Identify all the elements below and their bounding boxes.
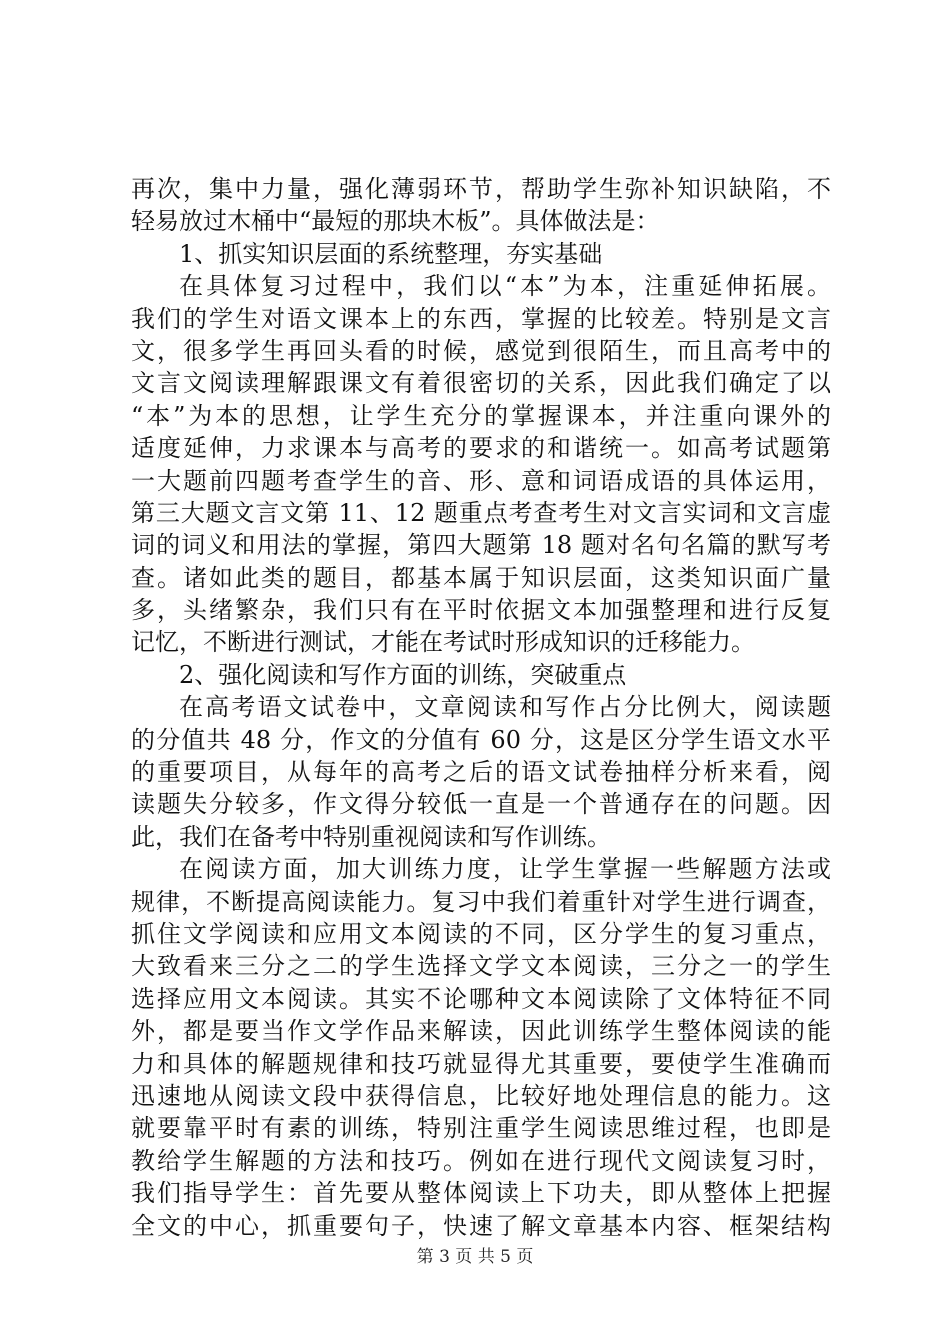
text-line: 迅速地从阅读文段中获得信息，比较好地处理信息的能力。这	[131, 1081, 831, 1110]
text-line: “本”为本的思想，让学生充分的掌握课本，并注重向课外的	[131, 401, 831, 430]
text-line: 第三大题文言文第 11、12 题重点考查考生对文言实词和文言虚	[131, 498, 831, 527]
body-text	[131, 173, 831, 1242]
text-line: 抓住文学阅读和应用文本阅读的不同，区分学生的复习重点，	[131, 919, 831, 948]
text-line: 就要靠平时有素的训练，特别注重学生阅读思维过程，也即是	[131, 1114, 831, 1143]
text-line: 文，很多学生再回头看的时候，感觉到很陌生，而且高考中的	[131, 336, 831, 365]
text-line: 查。诸如此类的题目，都基本属于知识层面，这类知识面广量	[131, 563, 831, 592]
text-line: 记忆，不断进行测试，才能在考试时形成知识的迁移能力。	[131, 628, 755, 657]
text-line: 在阅读方面，加大训练力度，让学生掌握一些解题方法或	[179, 855, 831, 884]
text-line: 轻易放过木桶中“最短的那块木板”。具体做法是：	[131, 207, 660, 236]
text-line: 在具体复习过程中，我们以“本”为本，注重延伸拓展。	[179, 272, 831, 301]
text-line: 力和具体的解题规律和技巧就显得尤其重要，要使学生准确而	[131, 1049, 831, 1078]
text-line: 读题失分较多，作文得分较低一直是一个普通存在的问题。因	[131, 790, 831, 819]
page-number-footer: 第 3 页 共 5 页	[416, 1247, 534, 1267]
text-line: 我们的学生对语文课本上的东西，掌握的比较差。特别是文言	[131, 304, 831, 333]
text-line: 教给学生解题的方法和技巧。例如在进行现代文阅读复习时，	[131, 1146, 831, 1175]
text-line: 的重要项目，从每年的高考之后的语文试卷抽样分析来看，阅	[131, 758, 831, 787]
text-line: 再次，集中力量，强化薄弱环节，帮助学生弥补知识缺陷，不	[131, 175, 831, 203]
text-line: 词的词义和用法的掌握，第四大题第 18 题对名句名篇的默写考	[131, 531, 831, 560]
text-line: 外，都是要当作文学作品来解读，因此训练学生整体阅读的能	[131, 1017, 831, 1046]
text-line: 全文的中心，抓重要句子，快速了解文章基本内容、框架结构	[131, 1211, 831, 1240]
text-line: 适度延伸，力求课本与高考的要求的和谐统一。如高考试题第	[131, 434, 831, 463]
text-line: 规律，不断提高阅读能力。复习中我们着重针对学生进行调查，	[131, 887, 831, 916]
text-line: 的分值共 48 分，作文的分值有 60 分，这是区分学生语文水平	[131, 725, 831, 754]
text-line: 一大题前四题考查学生的音、形、意和词语成语的具体运用，	[131, 466, 831, 495]
text-line: 1、抓实知识层面的系统整理，夯实基础	[179, 239, 603, 268]
text-line: 文言文阅读理解跟课文有着很密切的关系，因此我们确定了以	[131, 369, 831, 398]
text-line: 我们指导学生：首先要从整体阅读上下功夫，即从整体上把握	[131, 1179, 831, 1208]
text-line: 大致看来三分之二的学生选择文学文本阅读，三分之一的学生	[131, 952, 831, 981]
text-line: 此，我们在备考中特别重视阅读和写作训练。	[131, 822, 611, 851]
text-line: 在高考语文试卷中，文章阅读和写作占分比例大，阅读题	[179, 693, 831, 722]
text-line: 2、强化阅读和写作方面的训练，突破重点	[179, 660, 627, 689]
text-line: 多，头绪繁杂，我们只有在平时依据文本加强整理和进行反复	[131, 596, 831, 625]
text-line: 选择应用文本阅读。其实不论哪种文本阅读除了文体特征不同	[131, 984, 831, 1013]
